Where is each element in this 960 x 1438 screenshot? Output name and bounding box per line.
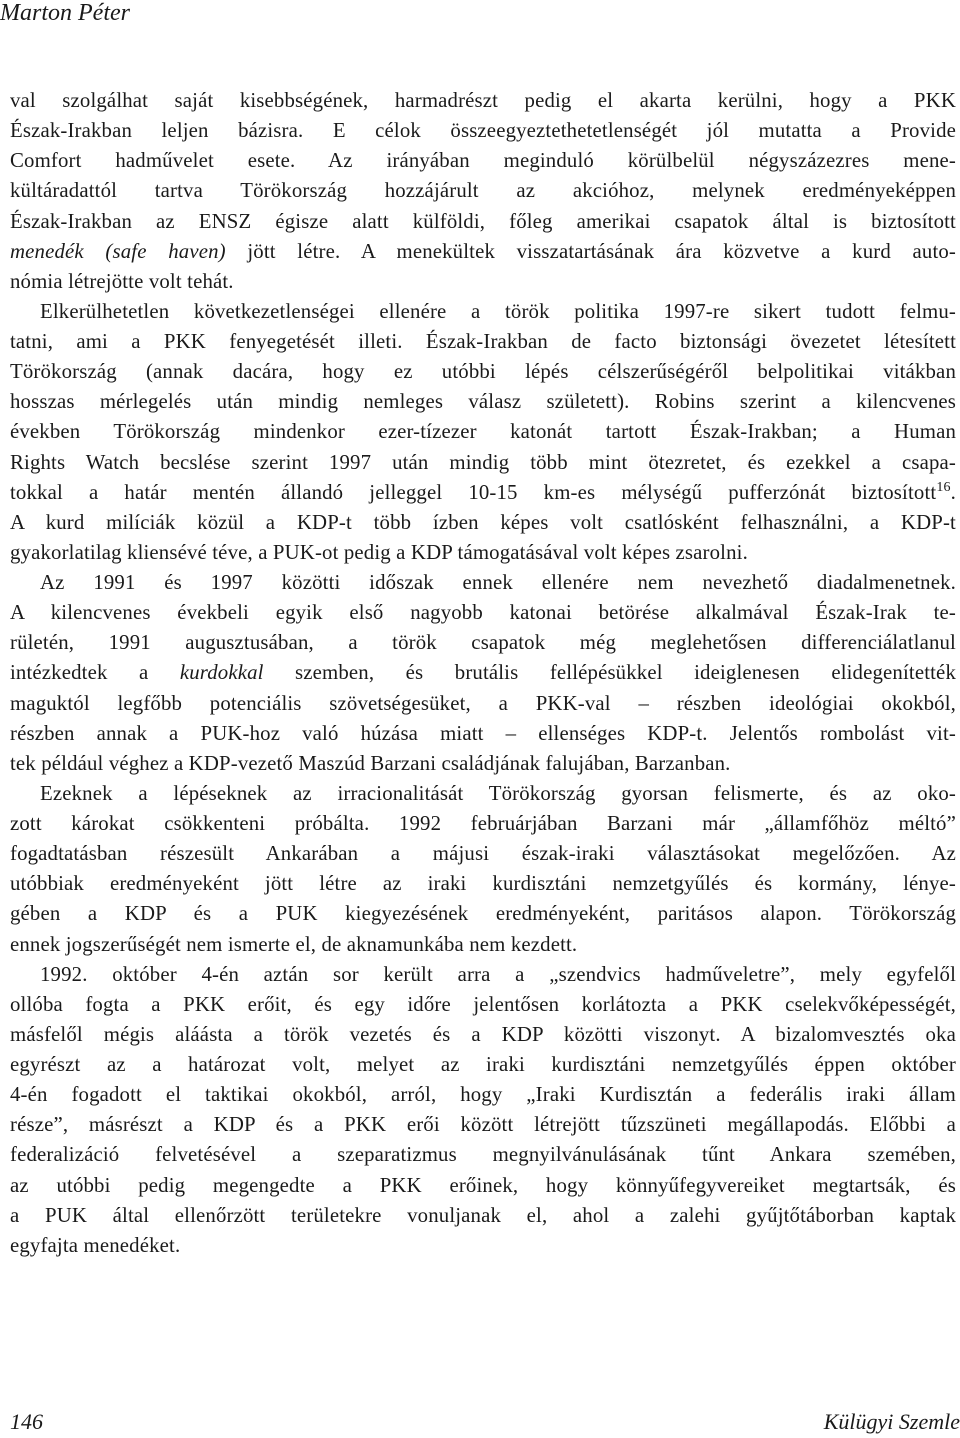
text-line: ennek jogszerűségét nem ismerte el, de aknamunkába nem kezdett.	[10, 932, 578, 956]
text-run: tokkal a határ mentén állandó jelleggel 10-15 km-es mélységű pufferzónát biztosított	[10, 480, 937, 504]
paragraph	[10, 86, 956, 297]
text-line: Ezeknek a lépéseknek az irracionalitását Törökország gyorsan felismerte, és az oko-	[40, 781, 956, 805]
text-line	[10, 658, 956, 688]
text-run: szemben, és brutális fellépésükkel ideiglenesen elidegenítették	[263, 661, 956, 685]
footnote-reference[interactable]: 16	[936, 479, 951, 495]
text-line: kültáradattól tartva Törökország hozzájárult az akcióhoz, melynek eredményeképpen	[10, 179, 956, 203]
text-line: tatni, ami a PKK fenyegetését illeti. Észak-Irakban de facto biztonsági övezetet létesített	[10, 330, 956, 353]
italic-term: menedék (safe haven)	[10, 239, 226, 263]
text-line: maguktól legfőbb potenciális szövetségesüket, a PKK-val – részben ideológiai okokból,	[10, 691, 956, 715]
text-line: rületén, 1991 augusztusában, a török csapatok még meglehetősen differenciálatlanul	[10, 631, 956, 655]
text-line: hosszas mérlegelés után mindig nemleges válasz született). Robins szerint a kilencvenes	[10, 390, 956, 414]
journal-title: Külügyi Szemle	[823, 1409, 960, 1434]
text-line: 1992. október 4-én aztán sor került arra a „szendvics hadműveletre”, mely egyfelől	[40, 962, 956, 986]
text-line: Törökország (annak dacára, hogy ez utóbbi lépés célszerűségéről belpolitikai vitákban	[10, 360, 956, 384]
text-line: részben annak a PUK-hoz való húzása miatt – ellenséges KDP-t. Jelentős rombolást vit-	[10, 721, 956, 745]
text-line: része”, másrészt a KDP és a PKK erői között létrejött tűzszüneti megállapodás. Előbbi a	[10, 1113, 956, 1137]
text-line: másfelől mégis aláásta a török vezetés és a KDP közötti viszonyt. A bizalomvesztés oka	[10, 1022, 956, 1046]
text-line: Észak-Irakban leljen bázisra. E célok összeegyeztethetetlenségét jól mutatta a Provide	[10, 119, 956, 143]
text-line: az utóbbi pedig megengedte a PKK erőinek, hogy könnyűfegyvereiket megtartsák, és	[10, 1173, 956, 1197]
italic-term: kurdokkal	[179, 661, 264, 685]
text-run: jött létre. A menekültek visszatartásának ára közvetve a kurd auto-	[225, 239, 956, 263]
text-line: a PUK által ellenőrzött területekre vonuljanak el, ahol a zalehi gyűjtőtáborban kaptak	[10, 1203, 956, 1227]
text-line: nómia létrejötte volt tehát.	[10, 269, 234, 293]
text-line: utóbbiak eredményeként jött létre az iraki kurdisztáni nemzetgyűlés és kormány, lénye-	[10, 872, 956, 896]
text-line: tek például véghez a KDP-vezető Maszúd Barzani családjának falujában, Barzanban.	[10, 751, 731, 775]
text-run: .	[950, 480, 956, 504]
text-run: intézkedtek a	[10, 661, 180, 685]
paragraph	[10, 779, 956, 960]
text-line: gében a KDP és a PUK kiegyezésének eredményeként, paritásos alapon. Törökország	[10, 902, 956, 926]
text-line: Az 1991 és 1997 közötti időszak ennek ellenére nem nevezhető diadalmenetnek.	[40, 571, 956, 594]
text-line: 4-én fogadott el taktikai okokból, arról, hogy „Iraki Kurdisztán a federális iraki állam	[10, 1083, 956, 1107]
text-line: A kilencvenes évekbeli egyik első nagyobb katonai betörése alkalmával Észak-Irak te-	[10, 601, 956, 625]
text-line: ollóba fogta a PKK erőit, és egy időre jelentősen korlátozta a PKK cselekvőképességét,	[10, 992, 956, 1016]
text-line: fogadtatásban részesült Ankarában a májusi észak-iraki választásokat megelőzően. Az	[10, 842, 956, 866]
page-number: 146	[10, 1409, 43, 1434]
text-line: Comfort hadművelet esete. Az irányában meginduló körülbelül négyszázezres mene-	[10, 149, 956, 173]
text-line	[10, 478, 956, 508]
article-body	[10, 86, 956, 1261]
text-line: egyrészt az a határozat volt, melyet az iraki kurdisztáni nemzetgyűlés éppen október	[10, 1053, 956, 1076]
text-line: Elkerülhetetlen következetlenségei ellenére a török politika 1997-re sikert tudott felmu-	[40, 299, 956, 323]
text-line: Rights Watch becslése szerint 1997 után mindig több mint ötezretet, és ezekkel a csapa-	[10, 450, 956, 474]
text-line: években Törökország mindenkor ezer-tízezer katonát tartott Észak-Irakban; a Human	[10, 420, 956, 444]
text-line: zott károkat csökkenteni próbálta. 1992 februárjában Barzani már „államfőhöz méltó”	[10, 812, 956, 835]
text-line	[10, 237, 956, 267]
text-line: federalizáció felvetésével a szeparatizmus megnyilvánulásának tűnt Ankara szemében,	[10, 1143, 956, 1167]
running-head-author: Marton Péter	[0, 0, 130, 26]
paragraph	[10, 297, 956, 568]
text-line: A kurd milíciák közül a KDP-t több ízben képes volt csatlósként felhasználni, a KDP-t	[10, 510, 956, 534]
text-line: Észak-Irakban az ENSZ égisze alatt külföldi, főleg amerikai csapatok által is biztosított	[10, 209, 956, 233]
text-line: egyfajta menedéket.	[10, 1233, 181, 1257]
paragraph	[10, 960, 956, 1261]
paragraph	[10, 568, 956, 779]
text-line: val szolgálhat saját kisebbségének, harmadrészt pedig el akarta kerülni, hogy a PKK	[10, 89, 956, 112]
text-line: gyakorlatilag kliensévé téve, a PUK-ot pedig a KDP támogatásával volt képes zsarolni.	[10, 540, 748, 564]
